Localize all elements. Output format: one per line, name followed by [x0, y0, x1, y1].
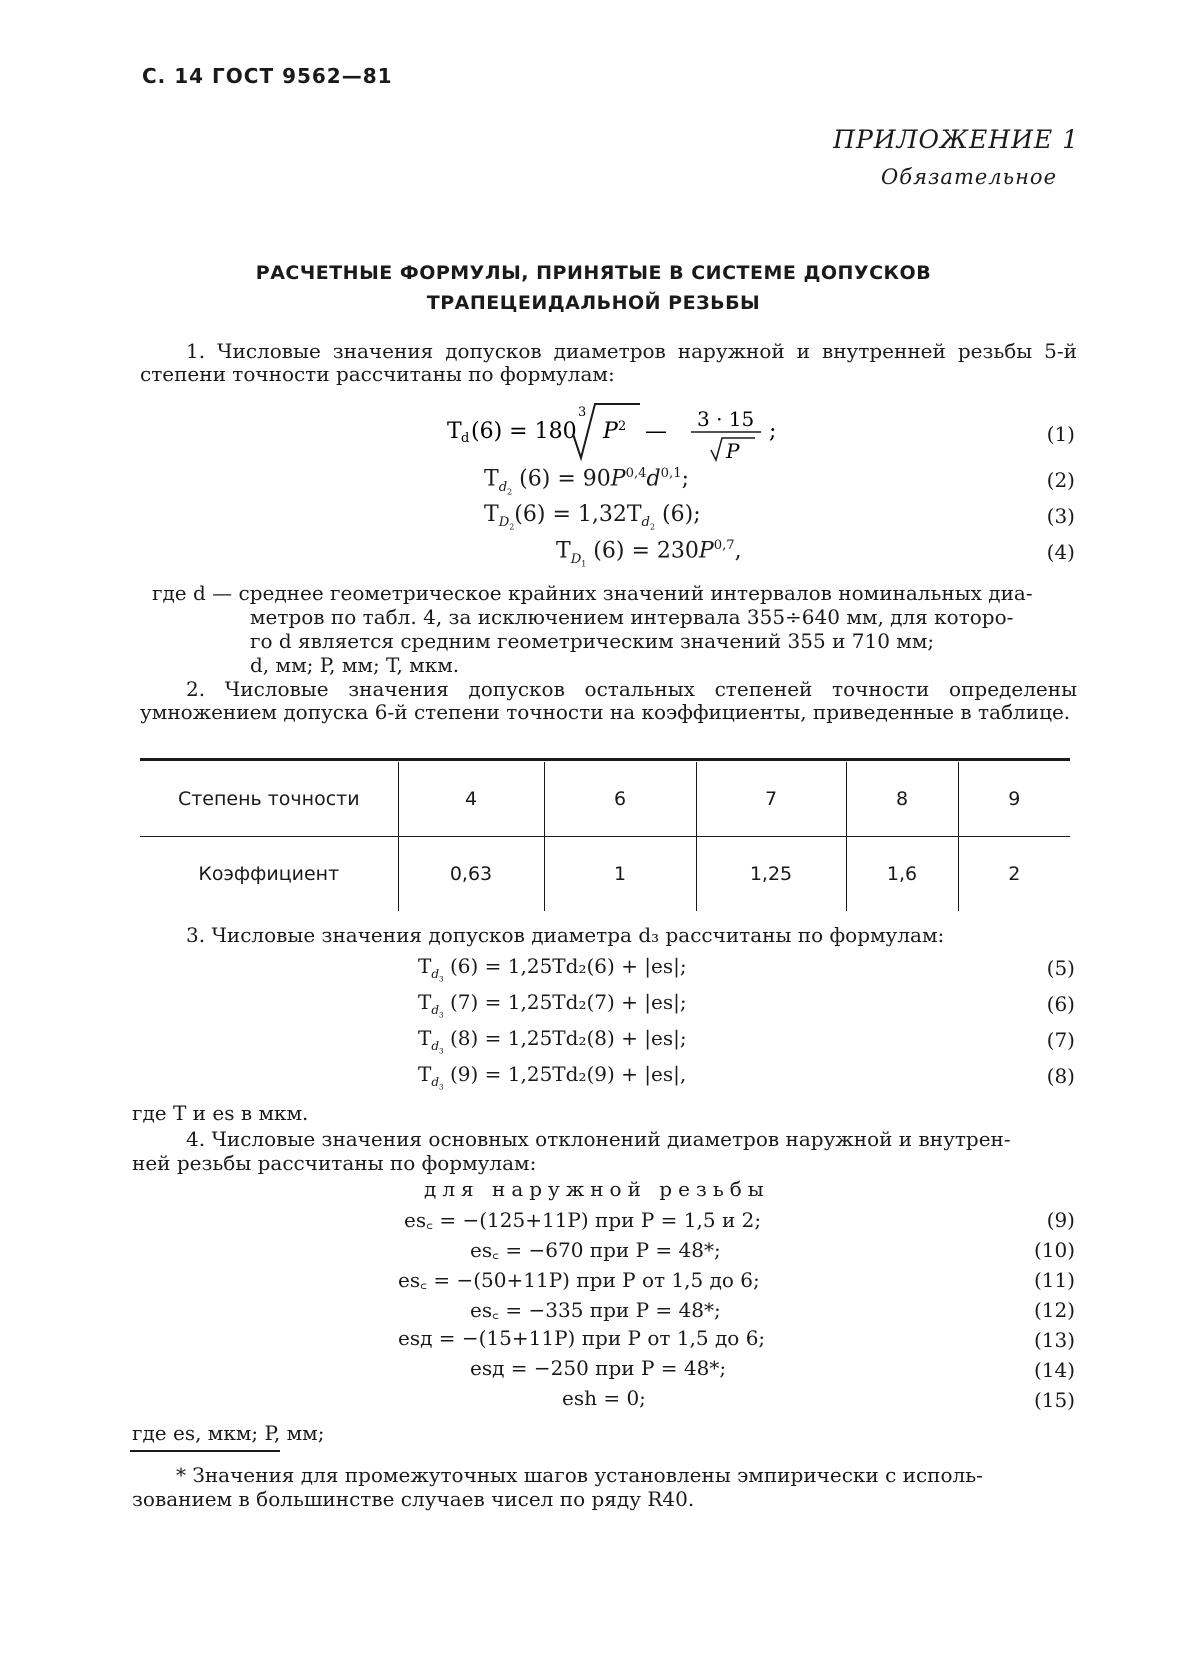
table-cell: 1,6 [846, 837, 958, 912]
eq-number-6: (6) [1046, 992, 1075, 1016]
table-cell: 1 [544, 837, 696, 912]
formula-6: $T_{d_3}$ (7) = 1,25Td₂(7) + |es|; [418, 990, 687, 1020]
eq-number-11: (11) [1033, 1268, 1075, 1292]
appendix-title: ПРИЛОЖЕНИЕ 1 [833, 125, 1079, 154]
where-4: где es, мкм; P, мм; [132, 1421, 325, 1445]
appendix-note: Обязательное [881, 165, 1057, 189]
where-1-line2: метров по табл. 4, за исключением интервала 355÷640 мм, для которо- [250, 605, 1014, 629]
svg-text:d: d [461, 431, 470, 446]
eq-number-9: (9) [1046, 1208, 1075, 1232]
formula-1-graphic [445, 398, 785, 468]
coefficient-table [140, 762, 1070, 911]
where-1-line4: d, мм; P, мм; T, мкм. [250, 653, 460, 677]
footnote-rule [130, 1450, 280, 1452]
table-cell: Степень точности [140, 762, 398, 837]
paragraph-1: 1. Числовые значения допусков диаметров наружной и внутренней резьбы 5-й степени точности рассчитаны по формулам: [140, 339, 1077, 386]
formula-10: es꜀ = −670 при P = 48*; [470, 1238, 721, 1262]
eq-number-12: (12) [1033, 1298, 1075, 1322]
formula-2: $T_{d_2}$ $(6) = 90P^{0,4}d^{0,1}$; [484, 466, 690, 497]
formula-14: esд = −250 при P = 48*; [470, 1356, 727, 1380]
eq-number-7: (7) [1046, 1028, 1075, 1052]
table-cell: 7 [696, 762, 846, 837]
formula-9: es꜀ = −(125+11P) при P = 1,5 и 2; [404, 1208, 762, 1232]
svg-text:2: 2 [618, 419, 627, 434]
eq-number-3: (3) [1046, 504, 1075, 528]
formula-8: $T_{d_3}$ (9) = 1,25Td₂(9) + |es|, [418, 1062, 687, 1092]
eq-number-13: (13) [1033, 1328, 1075, 1352]
eq-number-10: (10) [1033, 1238, 1075, 1262]
formula-4: $T_{D_1}$ $(6) = 230P^{0,7}$, [556, 538, 742, 569]
external-thread-label: для наружной резьбы [424, 1177, 770, 1201]
svg-text:—: — [645, 419, 667, 444]
table-cell: 1,25 [696, 837, 846, 912]
formula-3: $T_{D_2}(6) = 1,32T_{d_2}$ (6); [484, 502, 701, 533]
table-cell: Коэффициент [198, 863, 340, 885]
table-cell: 8 [846, 762, 958, 837]
table-cell: 6 [544, 762, 696, 837]
svg-text:;: ; [769, 419, 777, 444]
paragraph-2: 2. Числовые значения допусков остальных степеней точности определены умножением допуска 6-й степени точности на коэффициенты, приведенные в таблице. [140, 677, 1077, 724]
table-cell: 2 [958, 837, 1070, 912]
section-title-line2: ТРАПЕЦЕИДАЛЬНОЙ РЕЗЬБЫ [426, 292, 761, 314]
page-header: С. 14 ГОСТ 9562—81 [142, 64, 393, 88]
svg-text:P: P [726, 439, 740, 463]
table-cell: 9 [958, 762, 1070, 837]
svg-text:3: 3 [578, 405, 587, 420]
section-title-line1: РАСЧЕТНЫЕ ФОРМУЛЫ, ПРИНЯТЫЕ В СИСТЕМЕ ДОПУСКОВ [255, 262, 932, 284]
formula-12: es꜀ = −335 при P = 48*; [470, 1298, 721, 1322]
svg-text:P: P [603, 419, 618, 444]
paragraph-3: 3. Числовые значения допусков диаметра d₃ рассчитаны по формулам: [186, 923, 945, 947]
svg-text:(6) = 180: (6) = 180 [471, 419, 577, 444]
eq-number-14: (14) [1033, 1358, 1075, 1382]
eq-number-15: (15) [1033, 1388, 1075, 1412]
paragraph-4-line2: ней резьбы рассчитаны по формулам: [132, 1151, 537, 1175]
formula-1 [445, 398, 785, 468]
footnote-line1: * Значения для промежуточных шагов установлены эмпирически с исполь- [176, 1463, 983, 1487]
eq-number-1: (1) [1046, 422, 1075, 446]
formula-15: esh = 0; [562, 1386, 646, 1410]
formula-5: $T_{d_3}$ (6) = 1,25Td₂(6) + |es|; [418, 954, 687, 984]
table-row [140, 762, 1070, 837]
svg-text:3 · 15: 3 · 15 [697, 407, 755, 431]
eq-number-2: (2) [1046, 468, 1075, 492]
svg-text:T: T [447, 419, 462, 444]
eq-number-8: (8) [1046, 1064, 1075, 1088]
table-row [140, 837, 1070, 912]
paragraph-4-line1: 4. Числовые значения основных отклонений диаметров наружной и внутрен- [186, 1127, 1011, 1151]
eq-number-5: (5) [1046, 956, 1075, 980]
table-cell: 0,63 [398, 837, 544, 912]
table-cell: 4 [398, 762, 544, 837]
where-3: где T и es в мкм. [132, 1101, 309, 1125]
where-1-line1: где d — среднее геометрическое крайних значений интервалов номинальных диа- [152, 581, 1033, 605]
eq-number-4: (4) [1046, 540, 1075, 564]
formula-11: es꜀ = −(50+11P) при P от 1,5 до 6; [398, 1268, 760, 1292]
formula-7: $T_{d_3}$ (8) = 1,25Td₂(8) + |es|; [418, 1026, 687, 1056]
where-1-line3: го d является средним геометрическим значений 355 и 710 мм; [250, 629, 935, 653]
table-top-rule [140, 758, 1070, 761]
formula-13: esд = −(15+11P) при P от 1,5 до 6; [398, 1326, 766, 1350]
footnote-line2: зованием в большинстве случаев чисел по ряду R40. [132, 1487, 695, 1511]
